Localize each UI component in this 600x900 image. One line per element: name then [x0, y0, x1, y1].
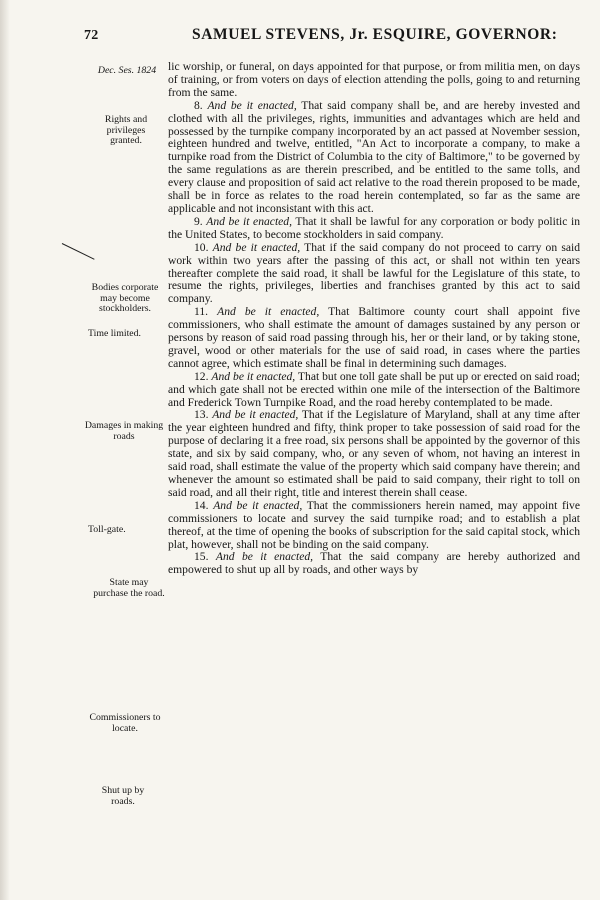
section-number: 15. [194, 550, 216, 564]
section-number: 10. [194, 240, 213, 254]
section-text: That Baltimore county court shall appoint five commissioners, who shall estimate the amount of damages sustained by any person or persons by reason of said road passing through his, her or their land, or by taking stone, gravel, wood or other materials for the use of said road, in cases where the parties cannot agree, which estimate shall be final in determining such damages. [168, 305, 580, 370]
margin-note-date: Dec. Ses. 1824 [97, 65, 157, 76]
enacting-clause: And be it enacted, [206, 214, 293, 228]
section-number: 12. [194, 369, 212, 383]
enacting-clause: And be it enacted, [212, 408, 299, 422]
section-text: That but one toll gate shall be put up or erected on said road; and which gate shall not be erected within one mile of the intersection of the Baltimore and Frederick Town Turnpike Road, and the road hereby contemplated to be made. [168, 369, 580, 409]
body-text [168, 61, 580, 577]
paragraph-continuation: lic worship, or funeral, on days appointed for that purpose, or from militia men, on days of training, or from voters on days of election attending the polls, going to and returning from the same. [168, 60, 580, 99]
section-number: 14. [194, 498, 214, 512]
section-13 [168, 409, 580, 499]
margin-note-damages: Damages in making roads [84, 420, 164, 442]
section-number: 9. [194, 214, 207, 228]
enacting-clause: And be it enacted, [211, 369, 296, 383]
enacting-clause: And be it enacted, [217, 305, 320, 319]
enacting-clause: And be it enacted, [215, 550, 314, 564]
section-15 [168, 551, 580, 577]
margin-note-state: State may purchase the road. [93, 577, 165, 599]
section-8 [168, 100, 580, 216]
page-number: 72 [84, 28, 99, 43]
stray-pen-mark [62, 243, 95, 260]
page-header [84, 26, 574, 48]
section-number: 8. [194, 98, 208, 112]
margin-note-time: Time limited. [88, 328, 141, 339]
enacting-clause: And be it enacted, [207, 98, 297, 112]
section-12 [168, 371, 580, 410]
section-number: 11. [194, 305, 218, 319]
margin-note-bodies: Bodies corporate may become stockholders. [91, 282, 159, 315]
enacting-clause: And be it enacted, [212, 240, 301, 254]
section-14 [168, 500, 580, 552]
margin-note-shut: Shut up by roads. [101, 785, 145, 807]
enacting-clause: And be it enacted, [213, 498, 303, 512]
section-text: That the said company are hereby authorized and empowered to shut up all by roads, and other ways by [168, 550, 580, 577]
section-10 [168, 242, 580, 307]
section-text: That if the Legislature of Maryland, shall at any time after the year eighteen hundred and fifty, think proper to take possession of said road for the purpose of declaring it a free road, six persons shall be appointed by the governor of this state, and six by said company, who, or any seven of whom, not having an interest in said road, shall estimate the value of the property which said company have therein; and whenever the amount so estimated shall be paid to said company, their right to toll on said road, and all their right, title and interest therein shall cease. [168, 408, 580, 499]
section-number: 13. [194, 408, 213, 422]
running-head: SAMUEL STEVENS, Jr. ESQUIRE, GOVERNOR: [192, 26, 558, 43]
margin-note-rights: Rights and privileges granted. [104, 114, 148, 147]
section-text: That if the said company do not proceed to carry on said work within two years after the passing of this act, or shall not within ten years thereafter complete the said road, it shall be lawful for the Legislature of this state, to resume the rights, privileges, liberties and franchises granted by this act to said company. [168, 240, 580, 306]
page-edge-shadow [0, 0, 10, 900]
section-text: That it shall be lawful for any corporation or body politic in the United States, to become stockholders in said company. [168, 214, 581, 241]
section-11 [168, 306, 580, 371]
margin-note-commissioners: Commissioners to locate. [89, 712, 161, 734]
section-text: That said company shall be, and are hereby invested and clothed with all the privileges, rights, immunities and advantages which are held and possessed by the turnpike company incorporated by an act passed at November session, eighteen hundred and twelve, entitled, "An Act to incorporate a company, to make a turnpike road from the District of Columbia to the city of Baltimore," to be governed by the same regulations as are therein prescribed, and be entitled to the same tolls, and every clause and proposition of said act relative to the road therein proposed to be made, shall be in force as relates to the road herein contemplated, so far as the same are applicable and not inconsistant with this act. [168, 98, 580, 215]
section-text: That the commissioners herein named, may appoint five commissioners to locate and survey the said turnpike road; and to establish a plat thereof, at the time of opening the books of subscription for the said capital stock, which plat, however, shall not be binding on the said company. [168, 498, 580, 551]
section-9 [168, 216, 580, 242]
margin-note-tollgate: Toll-gate. [88, 524, 126, 535]
